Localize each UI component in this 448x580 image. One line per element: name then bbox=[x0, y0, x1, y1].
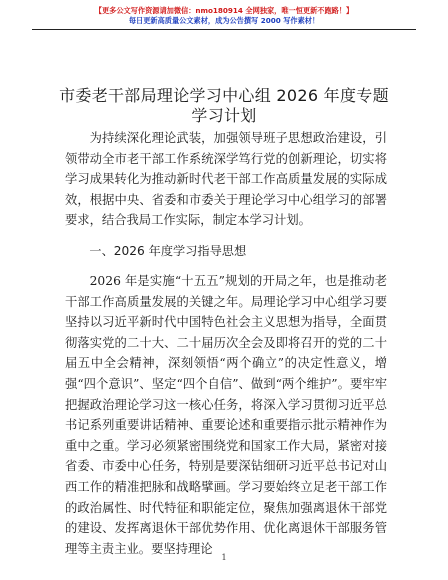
promo-banner-line-1: 【更多公文写作资源请加微信：nmo180914 全网独家，唯一恒更新不跑路！】 bbox=[94, 6, 354, 15]
document-body bbox=[65, 128, 387, 559]
header-divider bbox=[32, 29, 416, 30]
document-title: 市委老干部局理论学习中心组 2026 年度专题学习计划 bbox=[59, 86, 389, 125]
promo-banner bbox=[0, 6, 448, 26]
page-number: 1 bbox=[221, 553, 227, 562]
section-heading-1: 一、2026 年度学习指导思想 bbox=[89, 243, 247, 258]
intro-paragraph: 为持续深化理论武装，加强领导班子思想政治建设，引领带动全市老干部工作系统深学笃行党的创新理论，切实将学习成果转化为推动新时代老干部工作高质量发展的实际成效，根据中央、省委和市委关于理论学习中心组学习的部署要求，结合我局工作实际，制定本学习计划。 bbox=[65, 131, 387, 228]
promo-banner-line-2: 每日更新高质量公文素材，成为公告撰写 2000 写作素材！ bbox=[128, 16, 320, 25]
section-paragraph-1: 2026 年是实施“十五五”规划的开局之年，也是推动老干部工作高质量发展的关键之年。局理论学习中心组学习要坚持以习近平新时代中国特色社会主义思想为指导，全面贯彻落实党的二十大、二十届历次全会及即将召开的党的二十届五中全会精神，深刻领悟“两个确立”的决定性意义，增强“四个意识”、坚定“四个自信”、做到“两个维护”。要牢牢把握政治理论学习这一核心任务，将深入学习贯彻习近平总书记系列重要讲话精神、重要论述和重要指示批示精神作为重中之重。学习必须紧密围绕党和国家工作大局，紧密对接省委、市委中心任务，特别是要深钻细研习近平总书记对山西工作的精准把脉和战略擘画。学习要始终立足老干部工作的政治属性、时代特征和职能定位，聚焦加强离退休干部党的建设、发挥离退休干部优势作用、优化离退休干部服务管理等主责主业。要坚持理论 bbox=[65, 273, 387, 556]
